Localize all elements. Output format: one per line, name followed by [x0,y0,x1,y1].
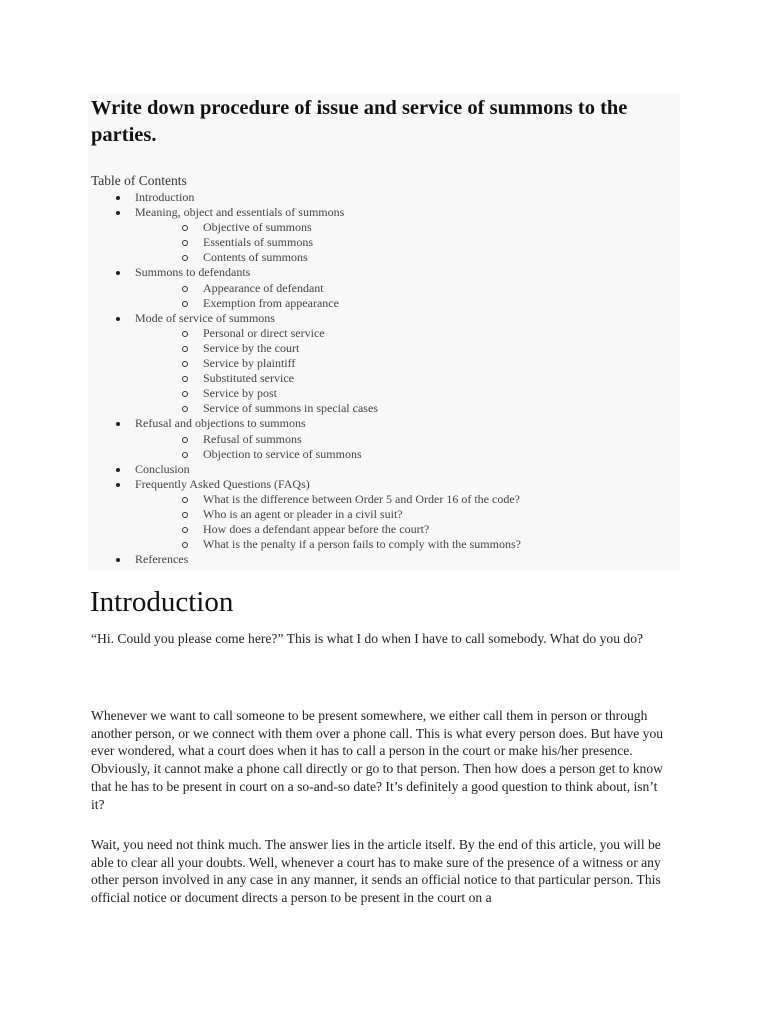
toc-item[interactable]: Conclusion [0,462,680,477]
toc-item[interactable]: Who is an agent or pleader in a civil suit? [0,507,680,522]
toc-heading: Table of Contents [91,173,187,188]
toc-item[interactable]: Essentials of summons [0,235,680,250]
toc-item[interactable]: Contents of summons [0,250,680,265]
paragraph-3: Wait, you need not think much. The answer lies in the article itself. By the end of this article, you will be able to clear all your doubts. Well, whenever a court has to make sure of the presence of a witness or any other person involved in any case in any manner, it sends an official notice to that particular person. This official notice or document directs a person to be present in the court on a [91,837,661,906]
toc-item[interactable]: Refusal of summons [0,432,680,447]
toc-item[interactable]: Appearance of defendant [0,281,680,296]
toc-item[interactable]: Frequently Asked Questions (FAQs) [0,477,680,492]
toc-item[interactable]: Service by post [0,386,680,401]
table-of-contents [0,190,680,567]
toc-item[interactable]: What is the difference between Order 5 and Order 16 of the code? [0,492,680,507]
toc-item[interactable]: Exemption from appearance [0,296,680,311]
toc-item[interactable]: Meaning, object and essentials of summons [0,205,680,220]
document-title: Write down procedure of issue and service of summons to the parties. [91,97,628,146]
toc-item[interactable]: Personal or direct service [0,326,680,341]
toc-item[interactable]: Refusal and objections to summons [0,416,680,431]
toc-item[interactable]: Service of summons in special cases [0,401,680,416]
toc-item[interactable]: Service by plaintiff [0,356,680,371]
paragraph-2: Whenever we want to call someone to be present somewhere, we either call them in person or through another person, or we connect with them over a phone call. This is what every person does. But have you ever wondered, what a court does when it has to call a person in the court or make his/her presence. Obviously, it cannot make a phone call directly or go to that person. Then how does a person get to know that he has to be present in court on a so-and-so date? It’s definitely a good question to think about, isn’t it? [91,708,664,812]
toc-item[interactable]: Objective of summons [0,220,680,235]
toc-item[interactable]: Objection to service of summons [0,447,680,462]
toc-item[interactable]: References [0,552,680,567]
toc-item[interactable]: Mode of service of summons [0,311,680,326]
paragraph-1: “Hi. Could you please come here?” This is what I do when I have to call somebody. What do you do? [91,631,644,646]
section-heading-introduction: Introduction [90,586,234,618]
toc-item[interactable]: Service by the court [0,341,680,356]
toc-item[interactable]: What is the penalty if a person fails to comply with the summons? [0,537,680,552]
toc-item[interactable]: Introduction [0,190,680,205]
toc-item[interactable]: How does a defendant appear before the court? [0,522,680,537]
toc-item[interactable]: Summons to defendants [0,265,680,280]
toc-item[interactable]: Substituted service [0,371,680,386]
